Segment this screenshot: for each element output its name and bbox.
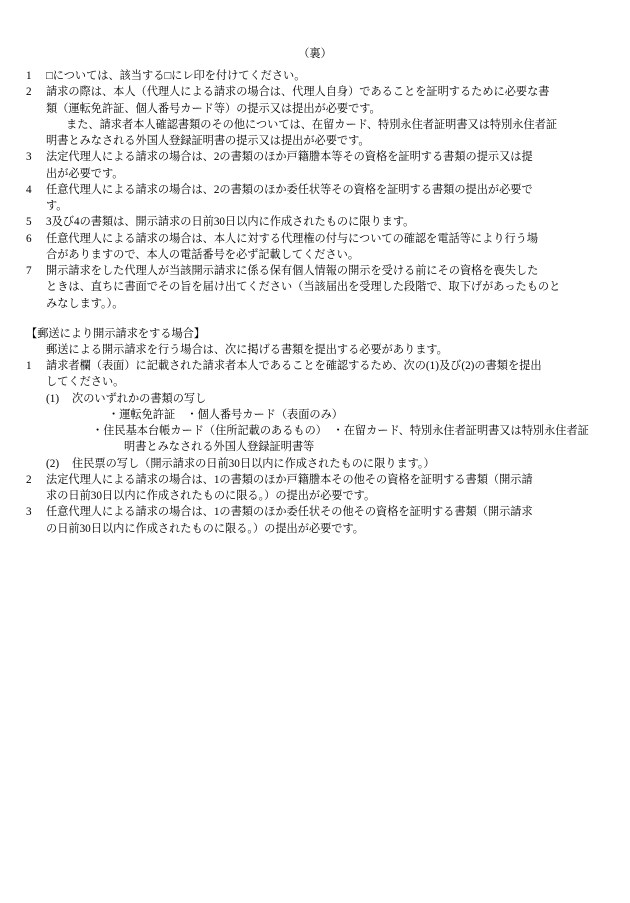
note-line: ときは、直ちに書面でその旨を届け出てください（当該届出を受理した段階で、取下げがあったものと [46, 281, 561, 294]
note-line: 開示請求をした代理人が当該開示請求に係る保有個人情報の開示を受ける前にその資格を喪失した [46, 265, 539, 278]
mail-sub-item-1 [46, 391, 604, 456]
mail-request-title: 【郵送により開示請求をする場合】 [26, 327, 206, 340]
note-line: 3及び4の書類は、開示請求の日前30日以内に作成されたものに限ります。 [46, 216, 415, 229]
mail-number: 3 [26, 506, 32, 519]
mail-sub-marker: (1) [46, 392, 60, 405]
note-number: 5 [26, 216, 32, 229]
mail-sub-line: 次のいずれかの書類の写し [72, 392, 207, 405]
note-line: 法定代理人による請求の場合は、2の書類のほか戸籍謄本等その資格を証明する書類の提示又は提 [46, 151, 533, 164]
note-item-4 [26, 182, 604, 214]
page-marker: （裏） [298, 48, 332, 60]
note-item-2 [26, 84, 604, 149]
mail-number: 2 [26, 473, 32, 486]
mail-sub-item-2 [46, 456, 604, 472]
note-number: 6 [26, 232, 32, 245]
note-item-6 [26, 231, 604, 263]
mail-line: 法定代理人による請求の場合は、1の書類のほか戸籍謄本その他その資格を証明する書類（開示請 [46, 473, 533, 486]
note-line: 合がありますので、本人の電話番号を必ず記載してください。 [46, 248, 360, 261]
note-line: す。 [46, 200, 68, 213]
note-number: 2 [26, 86, 32, 99]
note-extra-line: また、請求者本人確認書類のその他については、在留カード、特別永住者証明書又は特別永住者証 [66, 118, 558, 131]
mail-line: してください。 [46, 376, 125, 389]
note-item-7 [26, 263, 604, 312]
mail-sub-detail: ・住民基本台帳カード（住所記載のあるもの） ・在留カード、特別永住者証明書又は特別永住者証 [92, 425, 589, 438]
mail-line: の日前30日以内に作成されたものに限る。）の提出が必要です。 [46, 522, 364, 535]
mail-item-2 [26, 472, 604, 504]
mail-item-1 [26, 358, 604, 390]
mail-sub-detail: 明書とみなされる外国人登録証明書等 [124, 441, 315, 454]
note-line: みなします。）。 [46, 297, 124, 310]
note-item-5 [26, 214, 604, 230]
mail-request-section [26, 326, 604, 537]
mail-sub-line: 住民票の写し（開示請求の日前30日以内に作成されたものに限ります。） [72, 457, 435, 470]
mail-sub-detail: ・運転免許証 ・個人番号カード（表面のみ） [108, 408, 343, 421]
note-extra-line: 明書とみなされる外国人登録証明書の提示又は提出が必要です。 [46, 135, 370, 148]
note-number: 7 [26, 265, 32, 278]
note-line: 類（運転免許証、個人番号カード等）の提示又は提出が必要です。 [46, 102, 381, 115]
note-number: 4 [26, 183, 32, 196]
notes-section [26, 68, 604, 312]
mail-number: 1 [26, 360, 32, 373]
note-number: 3 [26, 151, 32, 164]
mail-request-lead: 郵送による開示請求を行う場合は、次に掲げる書類を提出する必要があります。 [46, 343, 448, 356]
mail-sub-marker: (2) [46, 457, 60, 470]
note-number: 1 [26, 70, 32, 83]
mail-line: 任意代理人による請求の場合は、1の書類のほか委任状その他その資格を証明する書類（開示請求 [46, 506, 533, 519]
mail-line: 請求者欄（表面）に記載された請求者本人であることを確認するため、次の(1)及び(2)の書類を提出 [46, 360, 542, 373]
note-item-3 [26, 149, 604, 181]
note-line: 任意代理人による請求の場合は、2の書類のほか委任状等その資格を証明する書類の提出が必要で [46, 183, 533, 196]
mail-item-3 [26, 504, 604, 536]
note-line: 出が必要です。 [46, 167, 124, 180]
mail-line: 求の日前30日以内に作成されたものに限る。）の提出が必要です。 [46, 490, 376, 503]
note-item-1 [26, 68, 604, 84]
note-line: 請求の際は、本人（代理人による請求の場合は、代理人自身）であることを証明するために必要な書 [46, 86, 550, 99]
note-line: 任意代理人による請求の場合は、本人に対する代理権の付与についての確認を電話等により行う場 [46, 232, 539, 245]
note-line: □については、該当する□にレ印を付けてください。 [46, 70, 306, 83]
